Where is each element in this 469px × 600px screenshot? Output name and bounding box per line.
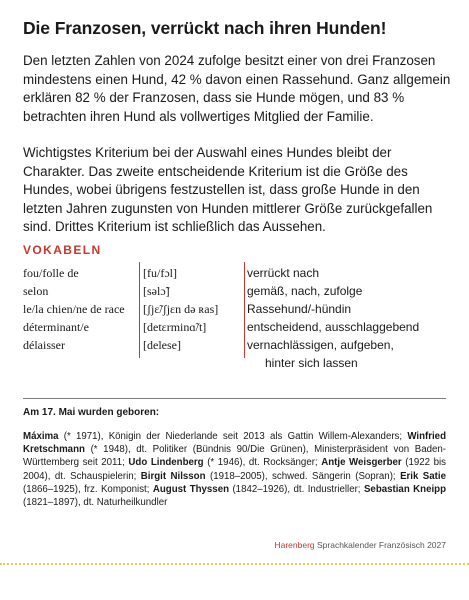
birthday-info: (1842–1926), dt. Industrieller; [232,483,361,495]
vocab-german: entscheidend, ausschlaggebend [247,320,420,334]
birthdays-list [23,430,446,509]
birthday-name: Erik Satie [400,470,446,482]
vocabulary-heading: VOKABELN [23,243,102,257]
vocab-french: fou/folle de [23,266,79,280]
calendar-name: Sprachkalender Französisch 2027 [314,540,446,550]
birthday-info: (1922 bis 2004), dt. Schauspielerin; [23,457,447,482]
vocabulary-row [23,300,453,318]
intro-paragraph: Den letzten Zahlen von 2024 zufolge besitzt einer von drei Franzosen mindestens einen Hund, 42 % davon einen Rassehund. Ganz allgemein erklären 82 % der Franzosen, dass sie Hunde mögen, und 83 % betrachten ihren Hund als vollwertiges Mitglied der Familie. [23,53,451,124]
vocab-column-divider [139,262,140,358]
birthday-info: (1821–1897), dt. Naturheilkundler [23,497,168,509]
vocab-phonetic: [fu/fɔl] [143,266,177,280]
birthday-name: Sebastian Kneipp [363,483,447,495]
birthday-name: Winfried Kretschmann [23,431,446,456]
criteria-paragraph: Wichtigstes Kriterium bei der Auswahl eines Hundes bleibt der Charakter. Das zweite entscheidende Kriterium ist die Größe des Hundes, wobei übrigens festzustellen ist, dass große Hunde in den letzten Jahren zugunsten von Hunden mittlerer Größe zurückgefallen sind. Drittes Kriterium ist schließlich das Aussehen. [23,145,433,234]
vocabulary-row [23,318,453,336]
perforation-line [0,563,469,565]
vocab-phonetic [143,354,247,372]
vocab-german: gemäß, nach, zufolge [247,284,363,298]
birthday-name: Birgit Nilsson [140,470,206,482]
vocabulary-row [23,264,453,282]
vocab-column-divider [244,262,245,358]
publisher-footer [274,540,446,550]
vocab-french: le/la chien/ne de race [23,302,125,316]
birthday-info: (* 1971), Königin der Niederlande seit 2013 als Gattin Willem-Alexanders; [63,431,403,442]
vocabulary-row [23,336,453,354]
birthday-info: (* 1948), dt. Politiker (Bündnis 90/Die Grünen), Ministerpräsident von Baden-Württemberg seit 2011; [23,444,446,469]
birthday-info: (1866–1925), frz. Komponist; [23,483,150,495]
vocab-german: hinter sich lassen [265,356,358,370]
vocab-phonetic: [ʃjɛ̃/ʃjɛn də ʀas] [143,302,219,316]
vocab-french: selon [23,284,49,298]
birthday-info: (1918–2005), schwed. Sängerin (Sopran); [209,470,396,482]
vocab-german: vernachlässigen, aufgeben, [247,338,394,352]
vocab-phonetic: [detɛrminɑ̃/t] [143,320,207,334]
vocabulary-table [23,264,453,372]
birthday-name: Antje Weisgerber [321,457,402,469]
vocab-phonetic: [səlɔ̃] [143,284,170,298]
birthdays-heading: Am 17. Mai wurden geboren: [23,407,160,418]
publisher-brand: Harenberg [274,540,315,550]
birthday-info: (* 1946), dt. Rocksänger; [207,457,318,469]
vocab-french [23,354,143,372]
section-divider [23,398,446,399]
vocabulary-row [23,282,453,300]
vocab-phonetic: [delese] [143,338,181,352]
birthday-name: August Thyssen [152,483,229,495]
vocab-french: déterminant/e [23,320,89,334]
birthday-name: Máxima [23,431,59,442]
vocab-german: verrückt nach [247,266,320,280]
vocab-french: délaisser [23,338,65,352]
page-title: Die Franzosen, verrückt nach ihren Hunden! [23,18,387,38]
vocab-german: Rassehund/-hündin [247,302,352,316]
vocabulary-row [23,354,453,372]
birthday-name: Udo Lindenberg [128,457,204,469]
